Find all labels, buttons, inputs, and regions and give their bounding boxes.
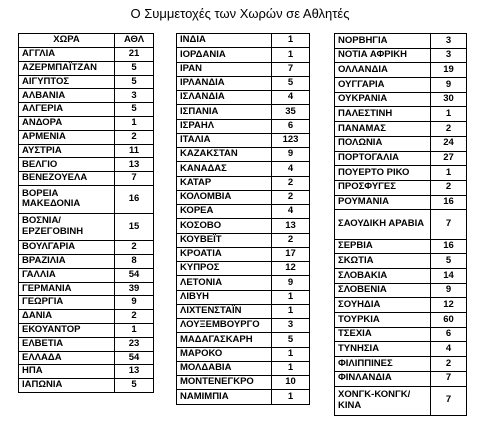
country-cell: ΚΥΠΡΟΣ <box>177 262 272 276</box>
country-cell: ΣΛΟΒΑΚΙΑ <box>335 269 431 284</box>
athlete-count-cell: 9 <box>115 296 154 310</box>
athlete-count-cell: 39 <box>115 282 154 296</box>
country-cell: ΙΡΑΝ <box>177 62 272 76</box>
athlete-count-cell: 60 <box>431 313 467 328</box>
table-row <box>19 75 154 89</box>
athlete-count-cell: 2 <box>431 357 467 372</box>
table-row <box>335 342 467 357</box>
table-row <box>335 269 467 284</box>
table-row <box>335 357 467 372</box>
country-cell: ΑΖΕΡΜΠΑΪΤΖΑΝ <box>19 61 115 75</box>
country-cell: ΟΛΛΑΝΔΙΑ <box>335 63 431 78</box>
table-row <box>19 213 154 241</box>
athlete-count-cell: 1 <box>272 34 310 48</box>
country-cell: ΚΟΣΟΒΟ <box>177 219 272 233</box>
table-row <box>19 185 154 213</box>
athlete-count-cell: 5 <box>272 76 310 90</box>
country-table-2 <box>176 33 310 405</box>
table-row <box>177 347 310 361</box>
table-row <box>177 361 310 375</box>
athlete-count-cell: 13 <box>115 158 154 172</box>
table-row <box>335 166 467 181</box>
country-cell: ΕΛΒΕΤΙΑ <box>19 337 115 351</box>
country-cell: ΒΟΥΛΓΑΡΙΑ <box>19 241 115 255</box>
country-cell: ΙΣΠΑΝΙΑ <box>177 105 272 119</box>
athlete-count-cell: 21 <box>115 48 154 62</box>
table-row <box>19 268 154 282</box>
athlete-count-cell: 30 <box>431 92 467 107</box>
athlete-count-cell: 3 <box>115 89 154 103</box>
athlete-count-cell: 1 <box>272 304 310 318</box>
athlete-count-cell: 5 <box>272 333 310 347</box>
athlete-count-cell: 5 <box>431 254 467 269</box>
country-cell: ΛΙΒΥΗ <box>177 290 272 304</box>
country-cell: ΤΟΥΡΚΙΑ <box>335 313 431 328</box>
athlete-count-cell: 23 <box>115 337 154 351</box>
table-row <box>177 91 310 105</box>
country-cell: ΓΕΩΡΓΙΑ <box>19 296 115 310</box>
country-cell: ΠΡΟΣΦΥΓΕΣ <box>335 180 431 195</box>
table-row <box>335 48 467 63</box>
table-row <box>19 130 154 144</box>
table-row <box>335 327 467 342</box>
country-cell: ΙΣΛΑΝΔΙΑ <box>177 91 272 105</box>
country-cell: ΣΟΥΗΔΙΑ <box>335 298 431 313</box>
table-row <box>19 172 154 186</box>
athlete-count-cell: 1 <box>272 290 310 304</box>
athlete-count-cell: 4 <box>431 342 467 357</box>
table-row <box>335 283 467 298</box>
table-row <box>177 176 310 190</box>
athlete-count-cell: 9 <box>272 148 310 162</box>
table-row <box>177 133 310 147</box>
country-cell: ΤΥΝΗΣΙΑ <box>335 342 431 357</box>
table-row <box>19 158 154 172</box>
table-row <box>177 219 310 233</box>
country-cell: ΜΑΔΑΓΑΣΚΑΡΗ <box>177 333 272 347</box>
athlete-count-cell: 7 <box>431 371 467 386</box>
athlete-count-cell: 27 <box>431 151 467 166</box>
athlete-count-cell: 12 <box>272 262 310 276</box>
athlete-count-cell: 1 <box>431 107 467 122</box>
country-cell: ΣΚΩΤΙΑ <box>335 254 431 269</box>
table-row <box>19 337 154 351</box>
country-cell: ΑΓΓΛΙΑ <box>19 48 115 62</box>
athlete-count-cell: 8 <box>115 254 154 268</box>
athlete-count-cell: 2 <box>115 241 154 255</box>
athlete-count-cell: 12 <box>431 298 467 313</box>
table-row <box>335 210 467 239</box>
table-row <box>177 319 310 333</box>
country-cell: ΛΕΤΟΝΙΑ <box>177 276 272 290</box>
table-row <box>177 390 310 404</box>
athlete-count-cell: 3 <box>431 34 467 49</box>
table-header-row <box>19 34 154 48</box>
athlete-count-cell: 2 <box>431 122 467 137</box>
header-country: ΧΩΡΑ <box>19 34 115 48</box>
country-cell: ΚΟΡΕΑ <box>177 205 272 219</box>
athlete-count-cell: 5 <box>115 379 154 393</box>
athlete-count-cell: 10 <box>272 376 310 390</box>
table-row <box>335 136 467 151</box>
table-row <box>177 34 310 48</box>
athlete-count-cell: 9 <box>272 276 310 290</box>
country-cell: ΜΟΛΔΑΒΙΑ <box>177 361 272 375</box>
table-row <box>335 107 467 122</box>
country-cell: ΡΟΥΜΑΝΙΑ <box>335 195 431 210</box>
athlete-count-cell: 16 <box>431 195 467 210</box>
athlete-count-cell: 24 <box>431 136 467 151</box>
country-cell: ΣΛΟΒΕΝΙΑ <box>335 283 431 298</box>
table-row <box>177 290 310 304</box>
country-cell: ΚΟΥΒΕΪΤ <box>177 233 272 247</box>
athlete-count-cell: 1 <box>431 166 467 181</box>
athlete-count-cell: 6 <box>431 327 467 342</box>
athlete-count-cell: 7 <box>431 386 467 415</box>
table-row <box>335 239 467 254</box>
athlete-count-cell: 1 <box>272 390 310 404</box>
athlete-count-cell: 1 <box>272 361 310 375</box>
country-cell: ΚΑΝΑΔΑΣ <box>177 162 272 176</box>
athlete-count-cell: 7 <box>272 62 310 76</box>
table-row <box>19 48 154 62</box>
athlete-count-cell: 14 <box>431 269 467 284</box>
athlete-count-cell: 13 <box>115 365 154 379</box>
athlete-count-cell: 2 <box>272 233 310 247</box>
table-row <box>335 78 467 93</box>
table-row <box>19 103 154 117</box>
table-row <box>335 313 467 328</box>
country-cell: ΣΕΡΒΙΑ <box>335 239 431 254</box>
table-row <box>177 76 310 90</box>
table-row <box>335 151 467 166</box>
country-cell: ΟΥΓΓΑΡΙΑ <box>335 78 431 93</box>
country-cell: ΠΟΥΕΡΤΟ ΡΙΚΟ <box>335 166 431 181</box>
athlete-count-cell: 7 <box>115 172 154 186</box>
country-cell: ΚΑΤΑΡ <box>177 176 272 190</box>
athlete-count-cell: 15 <box>115 213 154 241</box>
country-cell: ΑΛΒΑΝΙΑ <box>19 89 115 103</box>
country-cell: ΝΟΡΒΗΓΙΑ <box>335 34 431 49</box>
table-row <box>177 190 310 204</box>
table-row <box>19 310 154 324</box>
table-row <box>177 105 310 119</box>
table-row <box>335 254 467 269</box>
table-row <box>177 148 310 162</box>
country-cell: ΠΟΡΤΟΓΑΛΙΑ <box>335 151 431 166</box>
table-row <box>177 376 310 390</box>
athlete-count-cell: 7 <box>431 210 467 239</box>
table-row <box>335 180 467 195</box>
table-row <box>19 282 154 296</box>
table-row <box>19 296 154 310</box>
table-row <box>177 205 310 219</box>
table-row <box>19 241 154 255</box>
country-cell: ΦΙΝΛΑΝΔΙΑ <box>335 371 431 386</box>
country-cell: ΠΑΝΑΜΑΣ <box>335 122 431 137</box>
country-cell: ΜΟΝΤΕΝΕΓΚΡΟ <box>177 376 272 390</box>
athlete-count-cell: 2 <box>272 176 310 190</box>
athlete-count-cell: 3 <box>272 319 310 333</box>
table-row <box>19 323 154 337</box>
country-cell: ΔΑΝΙΑ <box>19 310 115 324</box>
table-row <box>335 122 467 137</box>
country-cell: ΕΚΟΥΑΝΤΟΡ <box>19 323 115 337</box>
country-cell: ΤΣΕΧΙΑ <box>335 327 431 342</box>
country-cell: ΒΟΣΝΙΑ/ΕΡΖΕΓΟΒΙΝΗ <box>19 213 115 241</box>
athlete-count-cell: 54 <box>115 268 154 282</box>
page-title: Ο Συμμετοχές των Χωρών σε Αθλητές <box>130 6 350 21</box>
athlete-count-cell: 1 <box>115 323 154 337</box>
country-cell: ΝΑΜΙΜΠΙΑ <box>177 390 272 404</box>
country-table-1 <box>18 33 154 393</box>
table-row <box>335 371 467 386</box>
country-cell: ΑΡΜΕΝΙΑ <box>19 130 115 144</box>
country-cell: ΒΕΛΓΙΟ <box>19 158 115 172</box>
athlete-count-cell: 11 <box>115 144 154 158</box>
table-row <box>335 34 467 49</box>
country-cell: ΙΟΡΔΑΝΙΑ <box>177 48 272 62</box>
country-cell: ΕΛΛΑΔΑ <box>19 351 115 365</box>
table-row <box>177 333 310 347</box>
country-cell: ΑΙΓΥΠΤΟΣ <box>19 75 115 89</box>
athlete-count-cell: 54 <box>115 351 154 365</box>
athlete-count-cell: 13 <box>272 219 310 233</box>
country-table-3 <box>334 33 467 416</box>
table-row <box>177 233 310 247</box>
table-row <box>19 61 154 75</box>
country-cell: ΙΑΠΩΝΙΑ <box>19 379 115 393</box>
table-row <box>177 119 310 133</box>
country-cell: ΙΡΛΑΝΔΙΑ <box>177 76 272 90</box>
table-row <box>177 304 310 318</box>
athlete-count-cell: 6 <box>272 119 310 133</box>
country-cell: ΓΑΛΛΙΑ <box>19 268 115 282</box>
athlete-count-cell: 2 <box>272 190 310 204</box>
table-row <box>335 92 467 107</box>
country-cell: ΝΟΤΙΑ ΑΦΡΙΚΗ <box>335 48 431 63</box>
table-row <box>19 379 154 393</box>
country-cell: ΚΡΟΑΤΙΑ <box>177 247 272 261</box>
table-row <box>335 298 467 313</box>
athlete-count-cell: 19 <box>431 63 467 78</box>
country-cell: ΗΠΑ <box>19 365 115 379</box>
table-row <box>335 195 467 210</box>
athlete-count-cell: 2 <box>115 310 154 324</box>
country-cell: ΓΕΡΜΑΝΙΑ <box>19 282 115 296</box>
athlete-count-cell: 5 <box>115 61 154 75</box>
table-row <box>177 62 310 76</box>
athlete-count-cell: 1 <box>272 48 310 62</box>
table-row <box>335 386 467 415</box>
athlete-count-cell: 9 <box>431 283 467 298</box>
country-cell: ΛΟΥΞΕΜΒΟΥΡΓΟ <box>177 319 272 333</box>
athlete-count-cell: 9 <box>431 78 467 93</box>
athlete-count-cell: 4 <box>272 91 310 105</box>
country-cell: ΧΟΝΓΚ-ΚΟΝΓΚ/ΚΙΝΑ <box>335 386 431 415</box>
table-row <box>177 262 310 276</box>
table-row <box>177 276 310 290</box>
country-cell: ΙΝΔΙΑ <box>177 34 272 48</box>
country-cell: ΒΡΑΖΙΛΙΑ <box>19 254 115 268</box>
country-cell: ΠΟΛΩΝΙΑ <box>335 136 431 151</box>
country-cell: ΟΥΚΡΑΝΙΑ <box>335 92 431 107</box>
country-cell: ΑΝΔΟΡΑ <box>19 116 115 130</box>
athlete-count-cell: 1 <box>115 116 154 130</box>
table-row <box>19 351 154 365</box>
country-cell: ΑΥΣΤΡΙΑ <box>19 144 115 158</box>
country-cell: ΙΣΡΑΗΛ <box>177 119 272 133</box>
country-cell: ΣΑΟΥΔΙΚΗ ΑΡΑΒΙΑ <box>335 210 431 239</box>
table-row <box>177 48 310 62</box>
athlete-count-cell: 1 <box>272 347 310 361</box>
athlete-count-cell: 5 <box>115 103 154 117</box>
table-row <box>19 365 154 379</box>
header-athletes: ΑΘΛ <box>115 34 154 48</box>
table-row <box>19 254 154 268</box>
table-row <box>19 116 154 130</box>
athlete-count-cell: 16 <box>431 239 467 254</box>
country-cell: ΦΙΛΙΠΠΙΝΕΣ <box>335 357 431 372</box>
country-cell: ΚΟΛΟΜΒΙΑ <box>177 190 272 204</box>
athlete-count-cell: 123 <box>272 133 310 147</box>
athlete-count-cell: 2 <box>115 130 154 144</box>
table-row <box>177 247 310 261</box>
country-cell: ΜΑΡΟΚΟ <box>177 347 272 361</box>
country-cell: ΚΑΖΑΚΣΤΑΝ <box>177 148 272 162</box>
athlete-count-cell: 17 <box>272 247 310 261</box>
table-row <box>19 144 154 158</box>
athlete-count-cell: 4 <box>272 162 310 176</box>
country-cell: ΛΙΧΤΕΝΣΤΑΪΝ <box>177 304 272 318</box>
country-cell: ΒΟΡΕΙΑ ΜΑΚΕΔΟΝΙΑ <box>19 185 115 213</box>
athlete-count-cell: 2 <box>431 180 467 195</box>
country-cell: ΙΤΑΛΙΑ <box>177 133 272 147</box>
country-cell: ΒΕΝΕΖΟΥΕΛΑ <box>19 172 115 186</box>
table-row <box>19 89 154 103</box>
country-cell: ΠΑΛΕΣΤΙΝΗ <box>335 107 431 122</box>
athlete-count-cell: 5 <box>115 75 154 89</box>
athlete-count-cell: 4 <box>272 205 310 219</box>
athlete-count-cell: 3 <box>431 48 467 63</box>
athlete-count-cell: 16 <box>115 185 154 213</box>
table-row <box>335 63 467 78</box>
athlete-count-cell: 35 <box>272 105 310 119</box>
table-row <box>177 162 310 176</box>
country-cell: ΑΛΓΕΡΙΑ <box>19 103 115 117</box>
